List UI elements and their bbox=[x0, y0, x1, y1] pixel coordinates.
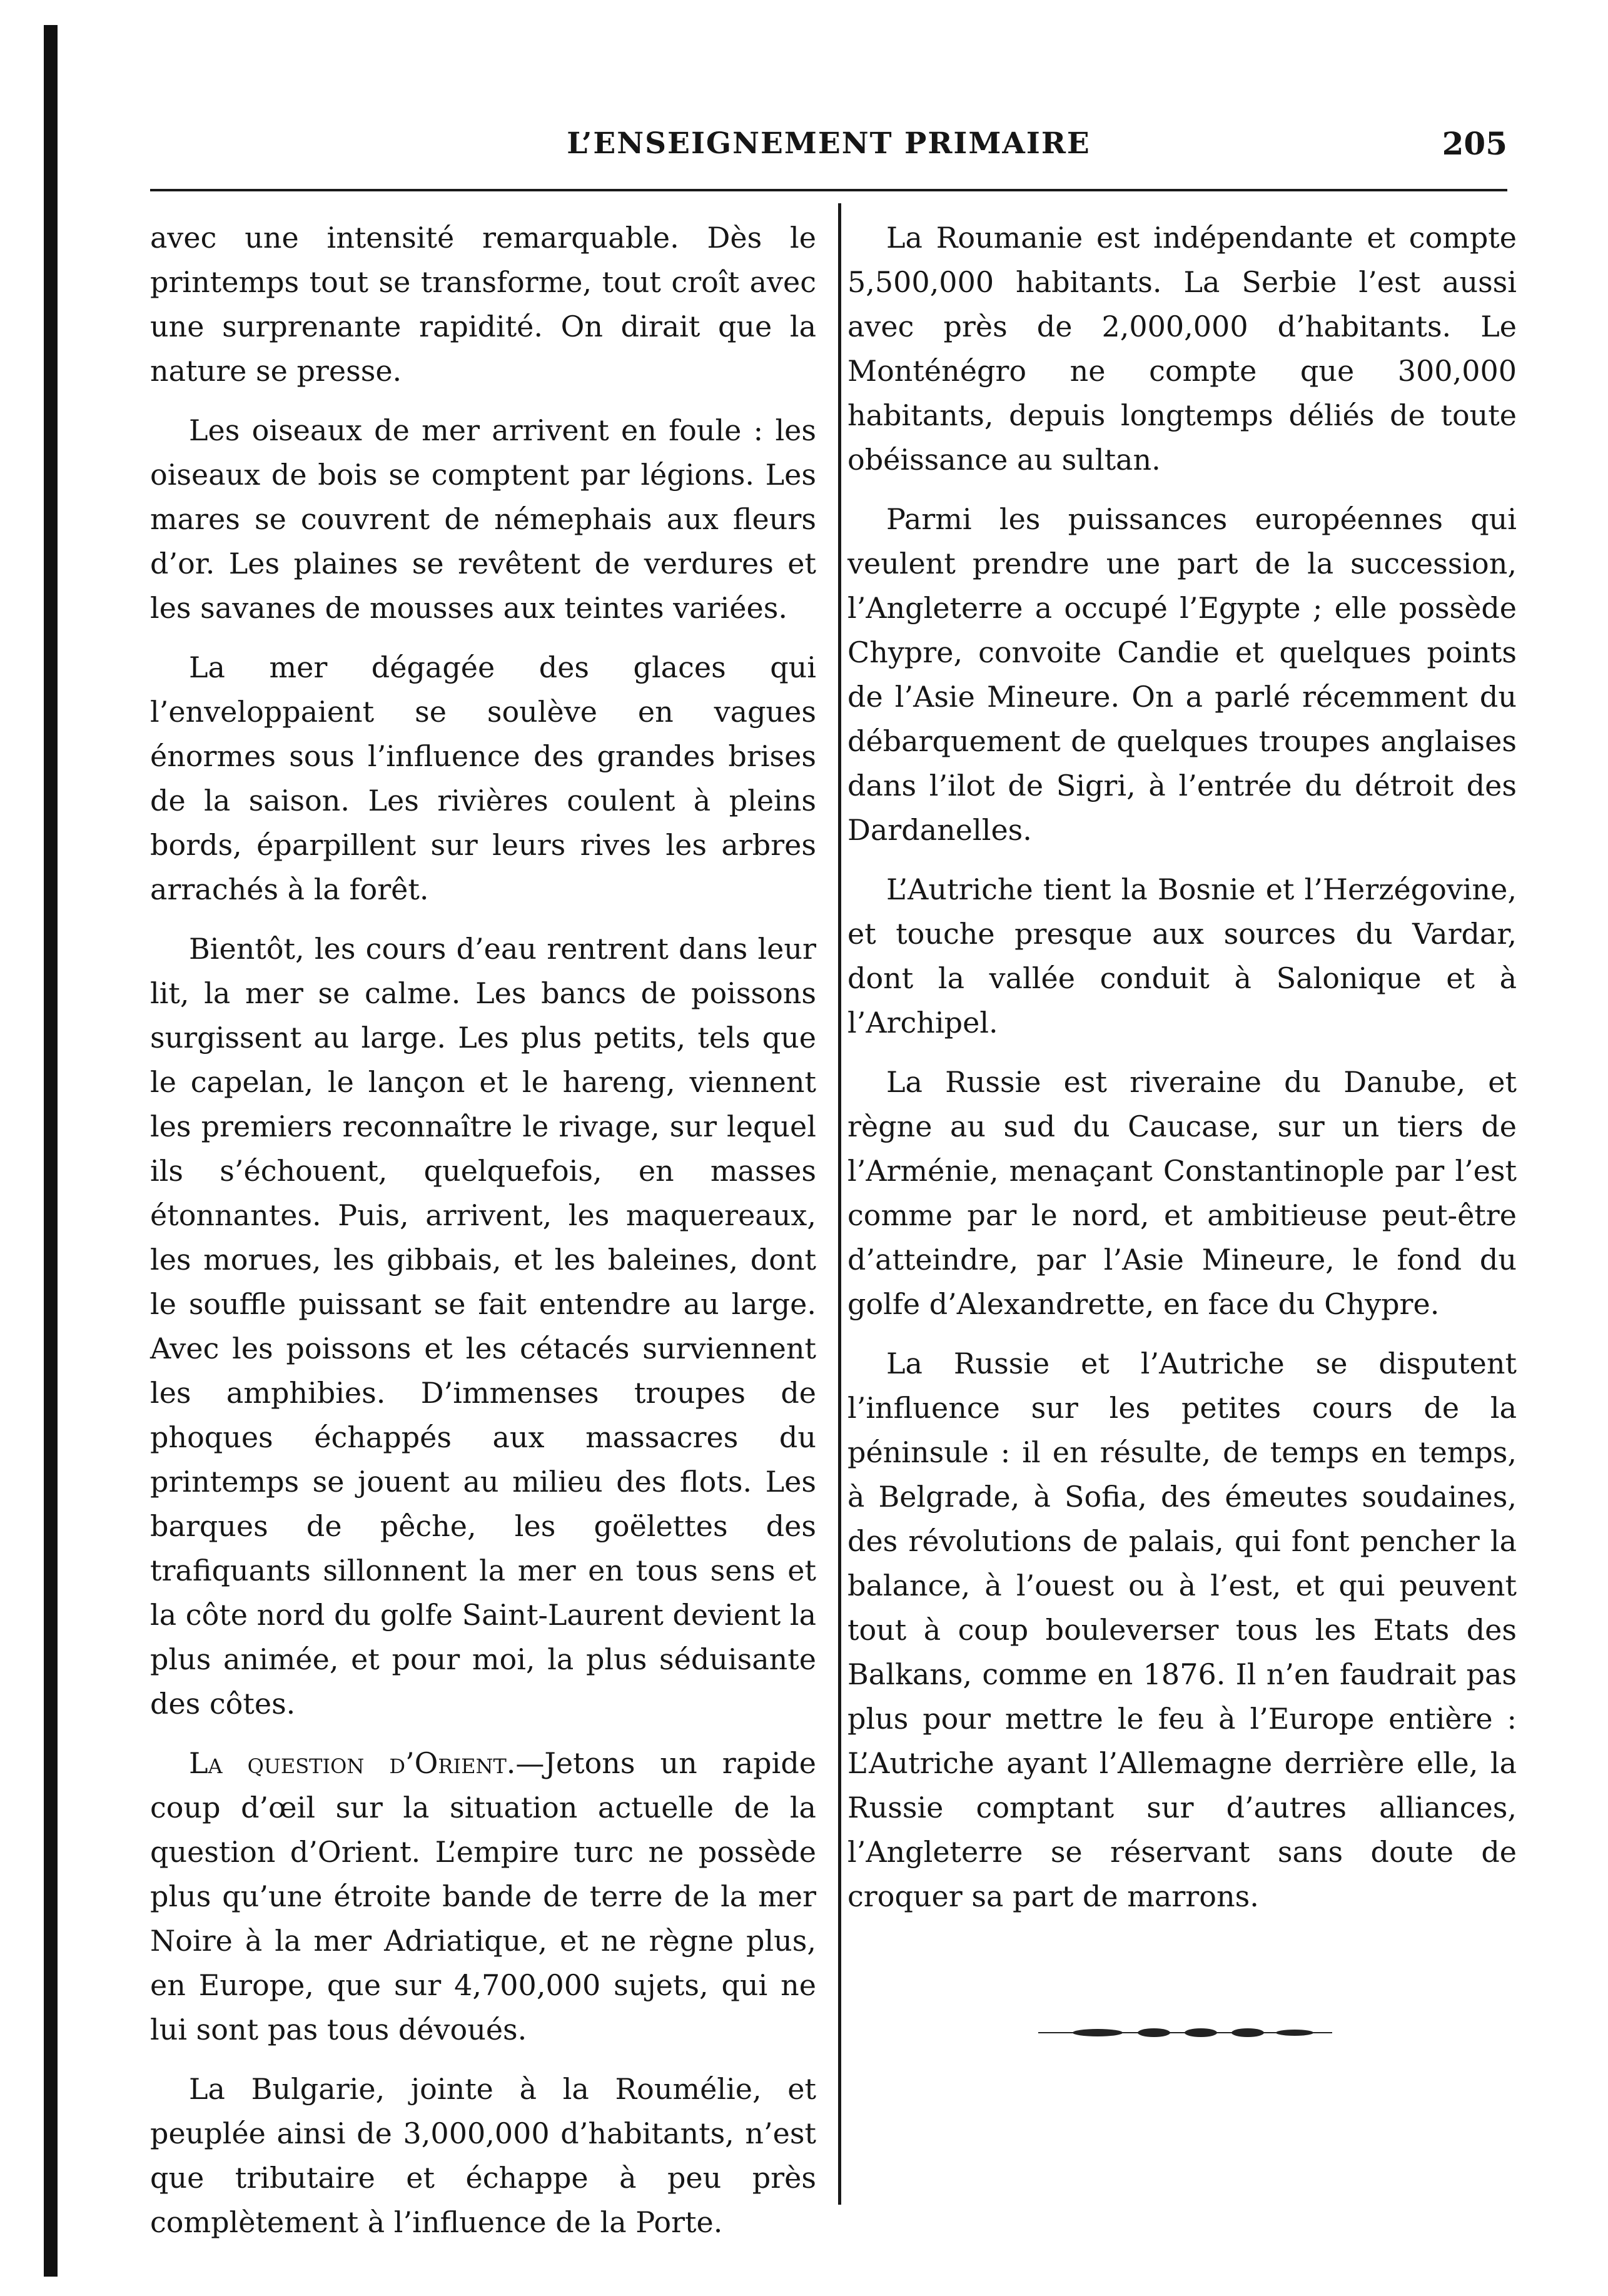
section-heading: La question d’Orient. bbox=[189, 1746, 516, 1780]
column-rule bbox=[838, 203, 841, 2205]
paragraph: Bientôt, les cours d’eau rentrent dans leur lit, la mer se calme. Les bancs de poissons surgissent au large. Les plus petits, tels que le capelan, le lançon et le hareng, viennent les premiers reconnaître le rivage, sur lequel ils s’échouent, quelquefois, en masses étonnantes. Puis, arrivent, les maquereaux, les morues, les gibbais, et les baleines, dont le souffle puissant se fait entendre au large. Avec les poissons et les cétacés surviennent les amphibies. D’immenses troupes de phoques échappés aux massacres du printemps se jouent au milieu des flots. Les barques de pêche, les goëlettes des trafiquants sillonnent la mer en tous sens et la côte nord du golfe Saint-Laurent devient la plus animée, et pour moi, la plus séduisante des côtes. bbox=[150, 932, 816, 1721]
paragraph: La Bulgarie, jointe à la Roumélie, et peuplée ainsi de 3,000,000 d’habitants, n’est que tributaire et échappe à peu près complètement à l’influence de la Porte. bbox=[150, 2072, 816, 2239]
paragraph: La mer dégagée des glaces qui l’enveloppaient se soulève en vagues énormes sous l’influence des grandes brises de la saison. Les rivières coulent à pleins bords, éparpillent sur leurs rives les arbres arrachés à la forêt. bbox=[150, 650, 816, 906]
paragraph: La Russie est riveraine du Danube, et règne au sud du Caucase, sur un tiers de l’Arménie, menaçant Constantinople par l’est comme par le nord, et ambitieuse peut-être d’atteindre, par l’Asie Mineure, le fond du golfe d’Alexandrette, en face du Chypre. bbox=[847, 1065, 1517, 1321]
left-column bbox=[150, 216, 816, 2260]
right-column bbox=[847, 216, 1517, 1934]
paragraph: Les oiseaux de mer arrivent en foule : les oiseaux de bois se comptent par légions. Les mares se couvrent de némephais aux fleurs d’or. Les plaines se revêtent de verdures et les savanes de mousses aux teintes variées. bbox=[150, 413, 816, 625]
binding-edge-rule bbox=[44, 25, 58, 2277]
paragraph: Parmi les puissances européennes qui veulent prendre une part de la succession, l’Angleterre a occupé l’Egypte ; elle possède Chypre, convoite Candie et quelques points de l’Asie Mineure. On a parlé récemment du débarquement de quelques troupes anglaises dans l’ilot de Sigri, à l’entrée du détroit des Dardanelles. bbox=[847, 502, 1517, 847]
end-ornament-icon bbox=[1038, 2026, 1332, 2039]
paragraph: avec une intensité remarquable. Dès le printemps tout se transforme, tout croît avec une surprenante rapidité. On dirait que la nature se presse. bbox=[150, 221, 816, 388]
paragraph-body: —Jetons un rapide coup d’œil sur la situation actuelle de la question d’Orient. L’empire turc ne possède plus qu’une étroite bande de terre de la mer Noire à la mer Adriatique, et ne règne plus, en Europe, que sur 4,700,000 sujets, qui ne lui sont pas tous dévoués. bbox=[150, 1746, 816, 2046]
header-rule bbox=[150, 189, 1507, 191]
paragraph bbox=[150, 1741, 816, 2052]
paragraph: La Russie et l’Autriche se disputent l’influence sur les petites cours de la péninsule : il en résulte, de temps en temps, à Belgrade, à Sofia, des émeutes soudaines, des révolutions de palais, qui font pencher la balance, à l’ouest ou à l’est, et qui peuvent tout à coup bouleverser tous les Etats des Balkans, comme en 1876. Il n’en faudrait pas plus pour mettre le feu à l’Europe entière : L’Autriche ayant l’Allemagne derrière elle, la Russie comptant sur d’autres alliances, l’Angleterre se réservant sans doute de croquer sa part de marrons. bbox=[847, 1347, 1517, 1913]
page-number: 205 bbox=[1442, 125, 1507, 162]
paragraph: L’Autriche tient la Bosnie et l’Herzégovine, et touche presque aux sources du Vardar, dont la vallée conduit à Salonique et à l’Archipel. bbox=[847, 872, 1517, 1039]
running-title: L’ENSEIGNEMENT PRIMAIRE bbox=[567, 126, 1091, 161]
paragraph: La Roumanie est indépendante et compte 5,500,000 habitants. La Serbie l’est aussi avec près de 2,000,000 d’habitants. Le Monténégro ne compte que 300,000 habitants, depuis longtemps déliés de toute obéissance au sultan. bbox=[847, 221, 1517, 477]
page-header bbox=[150, 119, 1507, 169]
